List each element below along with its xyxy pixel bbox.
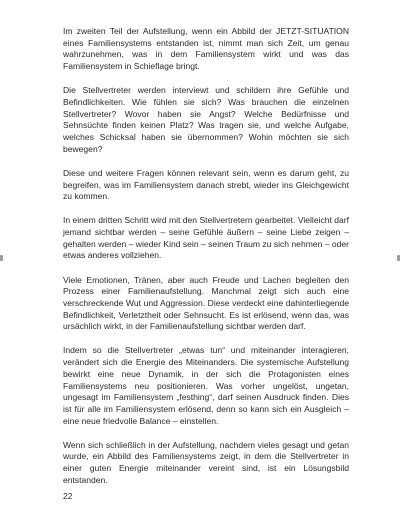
paragraph-1: Im zweiten Teil der Aufstellung, wenn ein Abbild der JETZT-SITUATION eines Familiensystems entstanden ist, nimmt man sich Zeit, um genau wahrzunehmen, was in dem Familiensystem wirkt und was das Familiensystem in Schieflage bringt.	[63, 26, 349, 72]
paragraph-5: Viele Emotionen, Tränen, aber auch Freude und Lachen begleiten den Prozess einer Familienaufstellung. Manchmal zeigt sich auch eine verschreckende Wut und Aggression. Diese verdeckt eine dahinterliegende Befindlichkeit, Verletztheit oder Sehnsucht. Es ist erlösend, wenn das, was ursächlich wirkt, in der Familienaufstellung sichtbar werden darf.	[63, 274, 349, 332]
left-edge-marker	[0, 255, 3, 261]
paragraph-7: Wenn sich schließlich in der Aufstellung, nachdem vieles gesagt und getan wurde, ein Abbild des Familiensystems zeigt, in dem die Stellvertreter in einer guten Energie miteinander vereint sind, ist ein Lösungsbild entstanden.	[63, 439, 349, 485]
paragraph-6: Indem so die Stellvertreter „etwas tun“ und miteinander interagieren, verändert sich die Energie des Miteinanders. Die systemische Aufstellung bewirkt eine neue Dynamik, in der sich die Protagonisten eines Familiensystems neu positionieren. Was vorher ungelöst, ungetan, ungesagt im Familiensystem „festhing“, darf seinen Ausdruck finden. Dies ist für alle im Familiensystem erlösend, denn so kann sich ein Ausgleich – eine neue friedvolle Balance – einstellen.	[63, 345, 349, 426]
paragraph-2: Die Stellvertreter werden interviewt und schildern ihre Gefühle und Befindlichkeiten. Wie fühlen sie sich? Was brauchen die einzelnen Stellvertreter? Wovor haben sie Angst? Welche Bedürfnisse und Sehnsüchte finden keinen Platz? Was tragen sie, und welche Aufgabe, welches Schicksal haben sie übernommen? Wohin möchten sie sich bewegen?	[63, 85, 349, 154]
paragraph-4: In einem dritten Schritt wird mit den Stellvertretern gearbeitet. Vielleicht darf jemand sichtbar werden – seine Gefühle äußern – seine Liebe zeigen – gehalten werden – wieder Kind sein – seinen Traum zu sich nehmen – oder etwas anderes vollziehen.	[63, 215, 349, 261]
paragraph-3: Diese und weitere Fragen können relevant sein, wenn es darum geht, zu begreifen, was im Familiensystem danach strebt, wieder ins Gleichgewicht zu kommen.	[63, 167, 349, 202]
page-number: 22	[63, 491, 73, 501]
body-text	[63, 26, 349, 499]
